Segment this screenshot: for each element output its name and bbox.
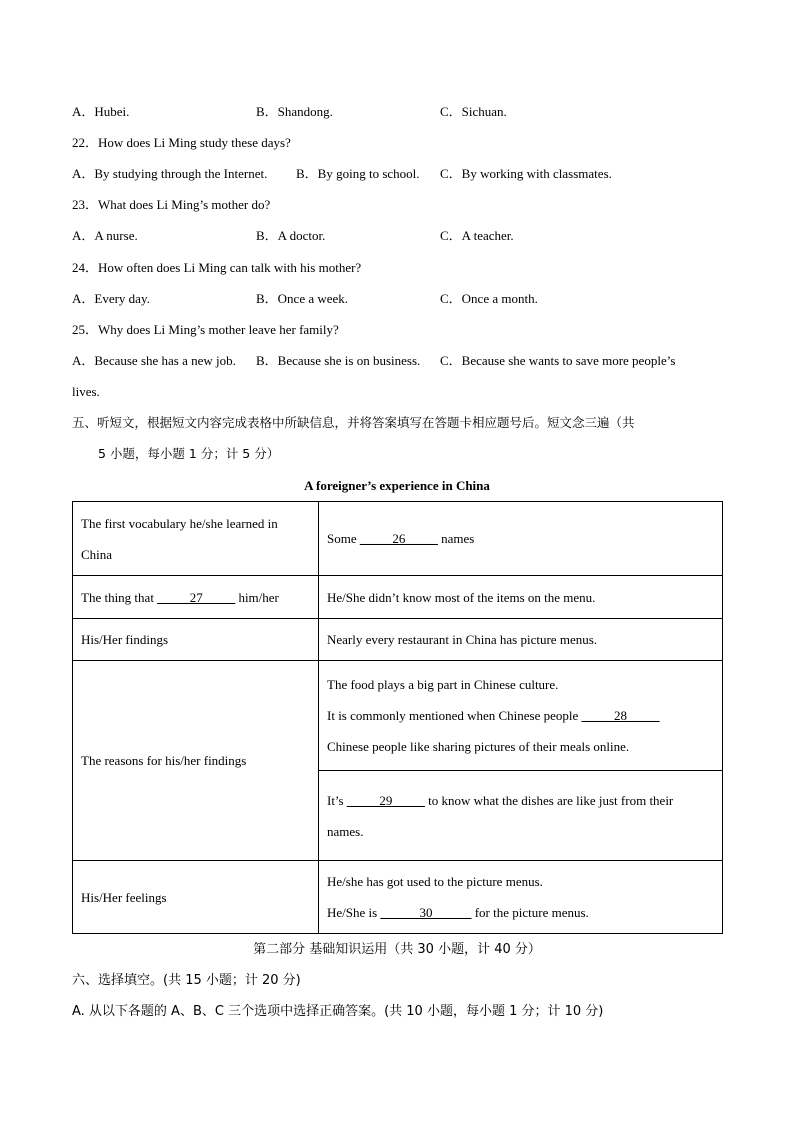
q21-option-a: A．Hubei. [72,104,130,119]
q25-option-a: A．Because she has a new job. [72,353,236,368]
row1-right-cell [319,502,723,576]
table-row [73,661,723,771]
q24-option-a: A．Every day. [72,291,150,306]
q22-option-b: B．By going to school. [296,166,420,181]
row5-feeling-1: He/she has got used to the picture menus. [327,874,543,889]
row2-right-cell: He/She didn’t know most of the items on the menu. [319,576,723,619]
row4-reason-2-pre: It is commonly mentioned when Chinese people [327,708,582,723]
row1-left-cell [73,502,319,576]
q25-option-b: B．Because she is on business. [256,353,421,368]
row4-reason-4-post: to know what the dishes are like just from their [424,792,674,808]
q21-option-b: B．Shandong. [256,104,333,119]
blank-27[interactable]: _____27_____ [157,589,236,605]
q22-option-a: A．By studying through the Internet. [72,166,268,181]
row2-left-cell [73,576,319,619]
table-title: A foreigner’s experience in China [304,478,490,493]
row4-right-cell-a [319,661,723,771]
blank-29[interactable]: _____29_____ [346,792,425,808]
section-5-instructions-line1: 五、听短文，根据短文内容完成表格中所缺信息，并将答案填写在答题卡相应题号后。短文念三遍（共 [72,415,635,430]
row1-right-post: names [437,531,475,546]
row4-reason-4-cont: names. [327,823,364,839]
section-a-instructions: A. 从以下各题的 A、B、C 三个选项中选择正确答案。(共 10 小题，每小题 1 分；计 10 分) [72,1004,604,1019]
row2-left-post: him/her [235,589,279,605]
q23-option-b: B．A doctor. [256,228,326,243]
row5-right-cell [319,861,723,934]
row4-reason-4-pre: It’s [327,792,347,808]
q23-stem: 23．What does Li Ming’s mother do? [72,197,271,212]
table-row [73,861,723,934]
q22-stem: 22．How does Li Ming study these days? [72,135,291,150]
row4-reason-2 [327,700,714,731]
blank-30[interactable]: ______30______ [380,905,472,920]
q25-stem: 25．Why does Li Ming’s mother leave her family? [72,322,339,337]
row5-feeling-2-pre: He/She is [327,905,381,920]
row5-left-cell: His/Her feelings [73,861,319,934]
q23-option-a: A．A nurse. [72,228,138,243]
section-6-heading: 六、选择填空。(共 15 小题；计 20 分) [72,973,301,988]
row5-feeling-2-post: for the picture menus. [471,905,589,920]
table-row [73,576,723,619]
row4-reason-4 [327,785,714,816]
blank-28[interactable]: _____28_____ [581,708,660,723]
row3-right-cell: Nearly every restaurant in China has picture menus. [319,619,723,661]
row1-left-line2: China [81,546,113,562]
blank-26[interactable]: _____26_____ [359,531,438,546]
q24-option-b: B．Once a week. [256,291,349,306]
row4-left-cell: The reasons for his/her findings [73,661,319,861]
row5-feeling-2 [327,897,714,928]
q23-option-c: C．A teacher. [440,228,514,243]
row4-right-cell-b [319,771,723,861]
row4-reason-3: Chinese people like sharing pictures of their meals online. [327,739,630,754]
info-table [72,501,723,934]
table-row [73,502,723,576]
row1-left-line1: The first vocabulary he/she learned in [81,515,278,531]
row4-reason-1: The food plays a big part in Chinese culture. [327,677,559,692]
q22-option-c: C．By working with classmates. [440,166,612,181]
q24-stem: 24．How often does Li Ming can talk with his mother? [72,260,362,275]
q25-option-c: C．Because she wants to save more people’s [440,353,676,368]
q21-option-c: C．Sichuan. [440,104,507,119]
part-2-heading: 第二部分 基础知识运用（共 30 小题，计 40 分） [253,942,541,957]
table-row [73,619,723,661]
section-5-instructions-line2: 5 小题，每小题 1 分；计 5 分） [98,446,280,461]
row3-left-cell: His/Her findings [73,619,319,661]
q25-option-c-continued: lives. [72,384,100,399]
row1-right-pre: Some [327,531,360,546]
q24-option-c: C．Once a month. [440,291,538,306]
row2-left-pre: The thing that [81,589,158,605]
